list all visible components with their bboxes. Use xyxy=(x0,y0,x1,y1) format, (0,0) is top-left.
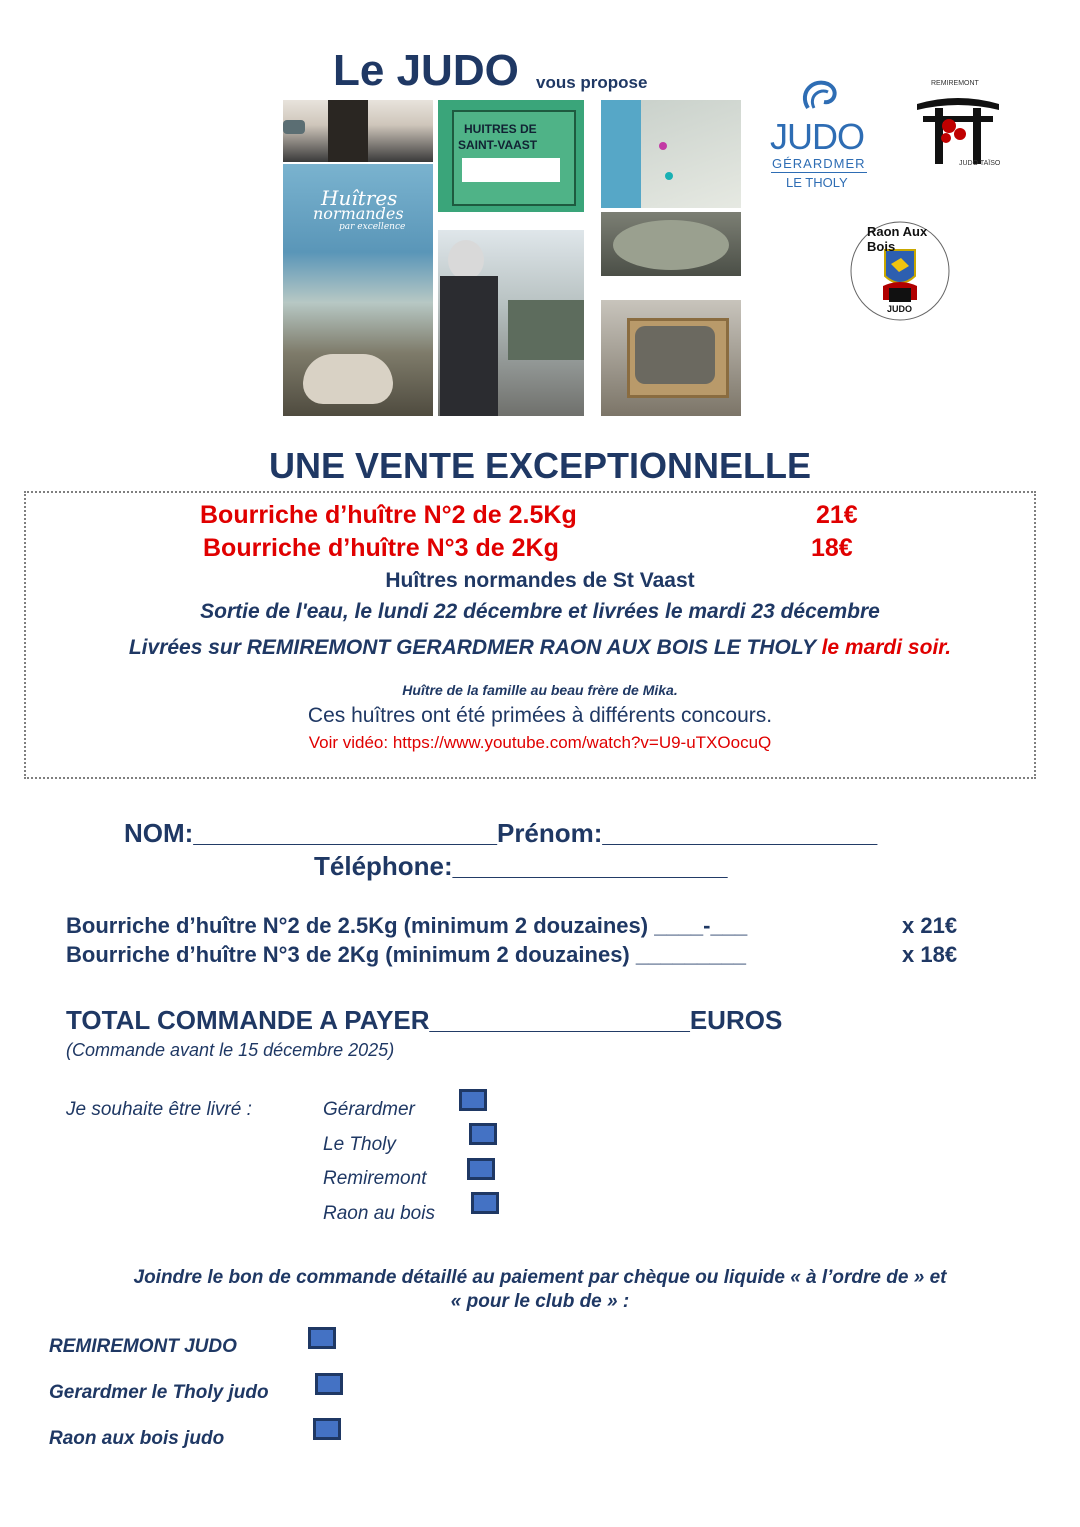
form-total-line[interactable]: TOTAL COMMANDE A PAYER__________________EUROS xyxy=(66,1005,783,1035)
book-title-3: par excellence xyxy=(339,222,406,232)
club-raon: Raon aux bois judo xyxy=(49,1428,225,1449)
photo-map xyxy=(601,100,741,208)
offer-dates: Sortie de l'eau, le lundi 22 décembre et livrées le mardi 23 décembre xyxy=(200,600,880,623)
sign-text-2: SAINT-VAAST xyxy=(458,138,538,152)
offer-family-note: Huître de la famille au beau frère de Mika. xyxy=(402,682,678,698)
logo-raon-bottom: JUDO xyxy=(887,304,913,314)
delivery-option-raon: Raon au bois xyxy=(323,1203,435,1224)
logo-remiremont xyxy=(913,78,1003,172)
sign-text-1: HUITRES DE xyxy=(464,122,537,136)
form-order2-label[interactable]: Bourriche d’huître N°3 de 2Kg (minimum 2 douzaines) _________ xyxy=(66,942,746,967)
club-gerardmer: Gerardmer le Tholy judo xyxy=(49,1382,269,1403)
logo-judo-text: JUDO xyxy=(770,116,864,157)
offer-video-link[interactable]: Voir vidéo: https://www.youtube.com/watch?v=U9-uTXOocuQ xyxy=(308,733,772,752)
checkbox-club-raon[interactable] xyxy=(313,1418,341,1440)
offer-item2-label: Bourriche d’huître N°3 de 2Kg xyxy=(203,534,559,562)
book-title-2: normandes xyxy=(313,204,404,223)
payment-line2: « pour le club de » : xyxy=(450,1291,630,1312)
logo-remiremont-top: REMIREMONT xyxy=(931,80,979,87)
logo-letholy-text: LE THOLY xyxy=(786,175,848,190)
logo-judo-gerardmer xyxy=(768,72,872,192)
form-order2-price: x 18€ xyxy=(902,942,958,967)
form-order1-label[interactable]: Bourriche d’huître N°2 de 2.5Kg (minimum 2 douzaines) ____-___ xyxy=(66,913,748,938)
photo-boat xyxy=(283,100,433,162)
logo-raon-top: Raon Aux Bois xyxy=(867,224,928,254)
offer-item2-price: 18€ xyxy=(811,534,853,562)
checkbox-letholy[interactable] xyxy=(469,1123,497,1145)
delivery-prompt: Je souhaite être livré : xyxy=(66,1099,252,1120)
logo-remiremont-bottom: JUDO TAÏSO xyxy=(959,160,1001,167)
delivery-option-gerardmer: Gérardmer xyxy=(323,1099,415,1120)
form-deadline: (Commande avant le 15 décembre 2025) xyxy=(66,1040,395,1060)
club-remiremont: REMIREMONT JUDO xyxy=(49,1336,237,1357)
offer-delivery-when: le mardi soir. xyxy=(821,636,952,659)
delivery-option-letholy: Le Tholy xyxy=(323,1134,396,1155)
form-phone-line[interactable]: Téléphone:___________________ xyxy=(314,851,728,881)
checkbox-club-remiremont[interactable] xyxy=(308,1327,336,1349)
judo-swirl-icon xyxy=(768,72,872,112)
photo-oysters-bowl xyxy=(601,212,741,276)
oyster-photo-collage xyxy=(283,100,741,416)
checkbox-gerardmer[interactable] xyxy=(459,1089,487,1111)
checkbox-remiremont[interactable] xyxy=(467,1158,495,1180)
offer-awards: Ces huîtres ont été primées à différents concours. xyxy=(307,704,773,727)
photo-sign xyxy=(438,100,584,212)
page-subtitle: vous propose xyxy=(536,73,648,92)
payment-line1: Joindre le bon de commande détaillé au paiement par chèque ou liquide « à l’ordre de » et xyxy=(133,1267,947,1288)
offer-item1-label: Bourriche d’huître N°2 de 2.5Kg xyxy=(200,501,577,529)
photo-oyster-farmer xyxy=(438,230,584,416)
offer-item1-price: 21€ xyxy=(816,501,858,529)
torii-icon xyxy=(913,90,1003,170)
checkbox-raon[interactable] xyxy=(471,1192,499,1214)
delivery-option-remiremont: Remiremont xyxy=(323,1168,427,1189)
book-title-1: Huîtres xyxy=(321,186,398,210)
photo-oyster-crate xyxy=(601,300,741,416)
headline: UNE VENTE EXCEPTIONNELLE xyxy=(268,445,812,486)
logo-raon-aux-bois xyxy=(849,220,951,322)
form-name-line[interactable]: NOM:_____________________Prénom:___________________ xyxy=(124,818,878,848)
checkbox-club-gerardmer[interactable] xyxy=(315,1373,343,1395)
offer-origin: Huîtres normandes de St Vaast xyxy=(385,569,695,592)
logo-gerardmer-text: GÉRARDMER xyxy=(772,156,866,171)
page-title: Le JUDO xyxy=(333,46,519,95)
offer-delivery-main: Livrées sur REMIREMONT GERARDMER RAON AUX BOIS LE THOLY xyxy=(128,636,822,659)
form-order1-price: x 21€ xyxy=(902,913,958,938)
photo-book-cover xyxy=(283,164,433,416)
